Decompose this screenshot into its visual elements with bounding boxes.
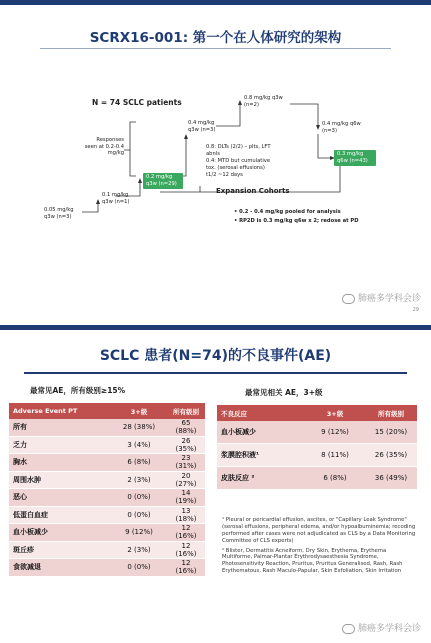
ae-term: 浆膜腔积液¹ bbox=[217, 444, 305, 467]
col-header: 不良反应 bbox=[217, 405, 305, 421]
dose-01: 0.1 mg/kg q3w (n=1) bbox=[102, 192, 130, 205]
ae-term: 食欲减退 bbox=[9, 559, 111, 577]
all-grade-value: 20 (27%) bbox=[167, 471, 205, 489]
footnotes bbox=[222, 517, 417, 578]
related-ae-table bbox=[217, 405, 417, 490]
bullet-1: • 0.2 - 0.4 mg/kg pooled for analysis bbox=[234, 209, 341, 215]
slide-study-design bbox=[0, 0, 431, 318]
grade3-value: 0 (0%) bbox=[111, 506, 167, 524]
title-divider bbox=[24, 372, 407, 374]
ae-term: 血小板减少 bbox=[217, 421, 305, 444]
grade3-value: 9 (12%) bbox=[111, 524, 167, 542]
arrow-head-04b bbox=[316, 125, 320, 130]
slide-gap bbox=[0, 318, 431, 325]
all-grade-value: 26 (35%) bbox=[365, 444, 417, 467]
slide-number: 29 bbox=[412, 307, 419, 313]
right-subtitle: 最常见相关 AE，3+级 bbox=[245, 388, 323, 397]
all-grade-value: 14 (19%) bbox=[167, 489, 205, 507]
arrow-head-04 bbox=[184, 134, 188, 139]
table-row bbox=[9, 471, 205, 489]
all-grade-value: 15 (20%) bbox=[365, 421, 417, 444]
table-row bbox=[217, 444, 417, 467]
table-row bbox=[9, 541, 205, 559]
step-08-04b bbox=[290, 104, 318, 126]
col-header: 所有级别 bbox=[167, 403, 205, 419]
grade3-value: 3 (4%) bbox=[111, 436, 167, 454]
footnote-1: ¹ Pleural or pericardial effusion, ascites, or "Capillary Leak Syndrome" (serosal effusions, peripheral edema, and/or hypoalbuminemia; recoding performed after cases were not adjudicated as CLS by a Data Monitoring Committee of CLS experts) bbox=[222, 517, 416, 544]
ae-term: 周围水肿 bbox=[9, 471, 111, 489]
left-subtitle: 最常见AE，所有级别≥15% bbox=[30, 386, 126, 395]
slide-adverse-events bbox=[0, 325, 431, 643]
grade3-value: 6 (8%) bbox=[111, 454, 167, 472]
slide-title: SCLC 患者(N=74)的不良事件(AE) bbox=[99, 348, 332, 364]
grade3-value: 0 (0%) bbox=[111, 559, 167, 577]
table-header-row bbox=[9, 403, 205, 419]
table-row bbox=[9, 559, 205, 577]
all-grade-value: 12 (16%) bbox=[167, 559, 205, 577]
col-header: 3+级 bbox=[111, 403, 167, 419]
step-02-04 bbox=[180, 138, 186, 176]
all-grade-value: 12 (16%) bbox=[167, 524, 205, 542]
all-grade-value: 65 (88%) bbox=[167, 419, 205, 436]
all-grade-value: 13 (18%) bbox=[167, 506, 205, 524]
ae-term: 斑丘疹 bbox=[9, 541, 111, 559]
grade3-value: 9 (12%) bbox=[305, 421, 365, 444]
table-row bbox=[217, 467, 417, 490]
table-row bbox=[9, 506, 205, 524]
table-header-row bbox=[217, 405, 417, 421]
table-row bbox=[9, 524, 205, 542]
safety-note-1: 0.8: DLTs (2/2) – plts, LFT abnls bbox=[206, 144, 271, 157]
grade3-value: 28 (38%) bbox=[111, 419, 167, 436]
expansion-title: Expansion Cohorts bbox=[216, 187, 290, 195]
dose-02-box: 0.2 mg/kg q3w (n=29) bbox=[143, 173, 183, 189]
table-row bbox=[9, 436, 205, 454]
all-grade-value: 12 (16%) bbox=[167, 541, 205, 559]
dose-03-box: 0.3 mg/kg q6w (n=43) bbox=[334, 150, 376, 166]
watermark: 肺癌多学科会诊 bbox=[342, 291, 421, 304]
dose-04a: 0.4 mg/kg q3w (n=3) bbox=[188, 120, 216, 133]
grade3-value: 2 (3%) bbox=[111, 471, 167, 489]
dose-005: 0.05 mg/kg q3w (n=3) bbox=[44, 207, 74, 220]
ae-term: 乏力 bbox=[9, 436, 111, 454]
cohort-title: N = 74 SCLC patients bbox=[92, 98, 182, 107]
arrow-head-02 bbox=[138, 178, 142, 183]
ae-term: 低蛋白血症 bbox=[9, 506, 111, 524]
all-grade-value: 26 (35%) bbox=[167, 436, 205, 454]
slide-title: SCRX16-001: 第一个在人体研究的架构 bbox=[89, 30, 342, 46]
ae-term: 胸水 bbox=[9, 454, 111, 472]
arrow-head-08 bbox=[238, 100, 242, 105]
footnote-2: ² Blister, Dermatitis Acneiform, Dry Skin, Erythema, Erythema Multiforme, Palmar-Plantar Erythrodysaesthesia Syndrome, Photosensitivity Reaction, Pruritus, Pruritus Generalised, Rash, Rash Erythematous, Rash Maculo-Papular, Skin Exfoliation, Skin Irritation bbox=[222, 547, 403, 575]
bullet-2: • RP2D is 0.3 mg/kg q6w x 2; redose at PD bbox=[234, 218, 359, 224]
responses-brace bbox=[124, 122, 136, 176]
ae-term: 恶心 bbox=[9, 489, 111, 507]
arrow-head-01 bbox=[96, 199, 100, 204]
ae-term: 皮肤反应 ² bbox=[217, 467, 305, 490]
ae-term: 血小板减少 bbox=[9, 524, 111, 542]
grade3-value: 0 (0%) bbox=[111, 489, 167, 507]
all-grade-value: 23 (31%) bbox=[167, 454, 205, 472]
grade3-value: 2 (3%) bbox=[111, 541, 167, 559]
safety-note-3: t1/2 ~12 days bbox=[206, 172, 243, 178]
grade3-value: 8 (11%) bbox=[305, 444, 365, 467]
wechat-icon bbox=[342, 624, 355, 634]
table-row bbox=[9, 419, 205, 436]
dose-08: 0.8 mg/kg q3w (n=2) bbox=[244, 95, 283, 108]
all-ae-table bbox=[9, 403, 205, 577]
step-005-01 bbox=[82, 203, 98, 212]
responses-note: Responses seen at 0.2-0.4 mg/kg bbox=[84, 137, 124, 156]
step-04b-03 bbox=[318, 134, 332, 158]
wechat-icon bbox=[342, 294, 355, 304]
grade3-value: 6 (8%) bbox=[305, 467, 365, 490]
col-header: Adverse Event PT bbox=[9, 403, 111, 419]
ae-term: 所有 bbox=[9, 419, 111, 436]
watermark: 肺癌多学科会诊 bbox=[342, 621, 421, 634]
table-row bbox=[217, 421, 417, 444]
safety-note-2: 0.4: MTD but cumulative tox. (serosal effusions) bbox=[206, 158, 271, 171]
col-header: 3+级 bbox=[305, 405, 365, 421]
dose-04b: 0.4 mg/kg q6w (n=3) bbox=[322, 121, 361, 134]
slide-top-bar bbox=[0, 325, 431, 330]
all-grade-value: 36 (49%) bbox=[365, 467, 417, 490]
table-row bbox=[9, 489, 205, 507]
table-row bbox=[9, 454, 205, 472]
col-header: 所有级别 bbox=[365, 405, 417, 421]
